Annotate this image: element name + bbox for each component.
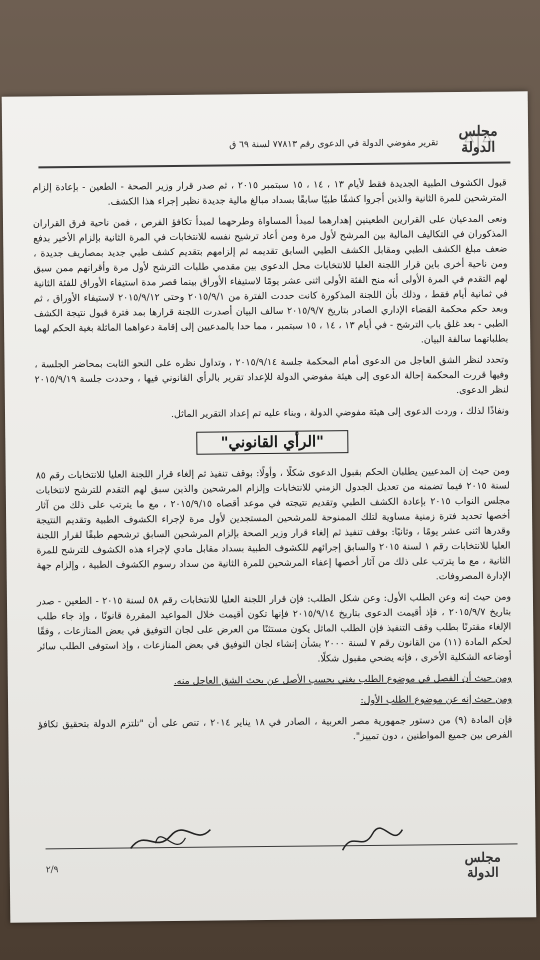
- paragraph: ومن حيث إنه وعن الطلب الأول: وعن شكل الطلب: فإن قرار اللجنة العليا للانتخابات رقم ٥٨ لسنة ٢٠١٥ - الطعين - صدر بتاريخ ٢٠١٥/٩/٧ ، فإذ أقيمت الدعوى بتاريخ ٢٠١٥/٩/١٤ فإنها تكون أقيمت خلال المواعيد المقررة قانونًا ، وإذ جاء طلب الإلغاء مقترنًا بطلب وقف التنفيذ فإن الطلب الماثل يكون مستثنًا من العرض على لجان التوفيق في بعض المنازعات ، وفقًا لحكم المادة (١١) من القانون رقم ٧ لسنة ٢٠٠٠ بشأن إنشاء لجان التوفيق في بعض المنازعات ، وإذ استوفى الطلب سائر أوضاعه الشكلية الأخرى ، فإنه يضحي مقبول شكلًا.: [36, 591, 512, 665]
- paragraph: ونعى المدعيان على القرارين الطعينين إهدارهما لمبدأ المساواة وطرحهما لمبدأ تكافؤ الفرص ، فمن ناحية فرق القراران المذكوران في التكاليف المالية بين المرشح لأول مرة ومن أعاد ترشيح نفسه للانتخابات في المرة الثانية بإلزام الأخير بدفع ضعف مبلغ الكشف الطبي ومقابل الكشف الطبي السابق تقديمه ثم إلزامهم بتقديم كشف طبي جديد بمصاريف جديدة ، ومن ناحية أخرى باين قرار اللجنة العليا للانتخابات محل الدعوى بين مقدمي طلبات الترشح لأول مرة وأقرانهم ممن سبق لهم التقدم في المرة الأولى أنه منح الفئة الأولى اثنى عشر يومًا لاستيفاء الأوراق بينما قصر مدة استيفاء الأوراق للفئة الثانية في ثمانية أيام فقط ، وذلك بأن اللجنة المذكورة كانت حددت الفترة من ٢٠١٥/٩/١ وحتى ٢٠١٥/٩/١٢ لاستيفاء الأوراق ، ثم وبعد حكم محكمة القضاء الإداري الصادر بتاريخ ٢٠١٥/٩/٧ سالف البيان أصدرت اللجنة قرارها بمد فترة قبول نتيجة الكشف الطبي - بعد غلق باب الترشح - في أيام ١٣ ، ١٤ ، ١٥ سبتمبر ، مما حدا بالمدعيين إلى إقامة دعواهما الماثلة بغية الحكم لهما بطلباتهما سالفة البيان.: [32, 213, 509, 346]
- council-of-state-logo: [446, 123, 510, 158]
- logo-text: مجلس الدولة: [458, 123, 498, 156]
- paragraph: [38, 691, 512, 711]
- section-title: "الرأي القانوني": [196, 430, 348, 455]
- signature-right: [337, 822, 407, 859]
- signature-left: [125, 818, 215, 859]
- document-body: [33, 175, 513, 753]
- underlined-heading: ومن حيث أن الفصل في موضوع الطلب يغني بحسب الأصل عن بحث الشق العاجل منه.: [173, 672, 512, 688]
- header-title: تقرير مفوضي الدولة في الدعوى رقم ٧٧٨١٣ لسنة ٦٩ ق: [229, 138, 439, 151]
- paragraph: فإن المادة (٩) من دستور جمهورية مصر العربية ، الصادر في ١٨ يناير ٢٠١٤ ، تنص على أن "تلتزم الدولة بتحقيق تكافؤ الفرص بين جميع المواطنين ، دون تمييز".: [38, 714, 513, 743]
- page-number: ٢/٩: [45, 865, 59, 876]
- paragraph: ومن حيث إن المدعيين يطلبان الحكم بقبول الدعوى شكلًا ، وأولًا: بوقف تنفيذ ثم إلغاء قرار اللجنة العليا للانتخابات رقم ٨٥ لسنة ٢٠١٥ فيما تضمنه من تعديل الجدول الزمني للانتخابات وإلزام المرشحين والذين سبق لهم التقدم للترشح لانتخابات مجلس النواب ٢٠١٥ بإعادة الكشف الطبي وتقديم نتيجته في موعد أقصاه ٢٠١٥/٩/١٥ ، مع ما يترتب على ذلك من آثار أخصها تحديد فترة زمنية مساوية لتلك الممنوحة للمرشحين المستجدين لأول مرة لإجراء الكشوف الطبية وتقديم النتيجة وقدرها اثنى عشر يومًا ، وثانيًا: بوقف تنفيذ ثم إلغاء قرار وزير الصحة بإلزام المرشحين السابق ترشحهم طبقًا لقرار اللجنة العليا للانتخابات رقم ١ لسنة ٢٠١٥ والسابق إجرائهم للكشوف الطبية بسداد مقابل مادي لإجراء هذه الكشوف للترشح للمرة الثانية ، مع ما يترتب على ذلك من آثار أخصها إعفاء المرشحين للمرة الثانية من سداد رسوم الكشوف الطبية ، وإلزام جهة الإدارة المصروفات.: [35, 465, 511, 583]
- paragraph: ونفاذًا لذلك ، وردت الدعوى إلى هيئة مفوضي الدولة ، وبناء عليه تم إعداد التقرير الماثل.: [170, 405, 510, 421]
- underlined-heading: ومن حيث إنه عن موضوع الطلب الأول:: [360, 693, 513, 707]
- paragraph: وتحدد لنظر الشق العاجل من الدعوى أمام المحكمة جلسة ٢٠١٥/٩/١٤ ، وتداول نظره على النحو الثابت بمحاضر الجلسة ، وفيها قررت المحكمة إحالة الدعوى إلى هيئة مفوضي الدولة للإعداد تقرير بالرأي القانوني فيها ، وحددت جلسة ٢٠١٥/٩/١٩ لنظر الدعوى.: [34, 354, 509, 397]
- scales-icon: [464, 128, 492, 152]
- document-page: [2, 91, 537, 922]
- header: [38, 121, 510, 168]
- paragraph: [38, 670, 512, 690]
- footer: [46, 843, 519, 909]
- paragraph: قبول الكشوف الطبية الجديدة فقط لأيام ١٣ ، ١٤ ، ١٥ سبتمبر ٢٠١٥ ، ثم صدر قرار وزير الصحة - الطعين - بإعادة إلزام المترشحين للمرة الثانية والذين أجروا كشفًا طبيًا سابقًا بسداد مبالغ مالية جديدة نظير إجراء هذا الكشف.: [32, 177, 507, 208]
- footer-logo-text: مجلس الدولة: [464, 850, 501, 881]
